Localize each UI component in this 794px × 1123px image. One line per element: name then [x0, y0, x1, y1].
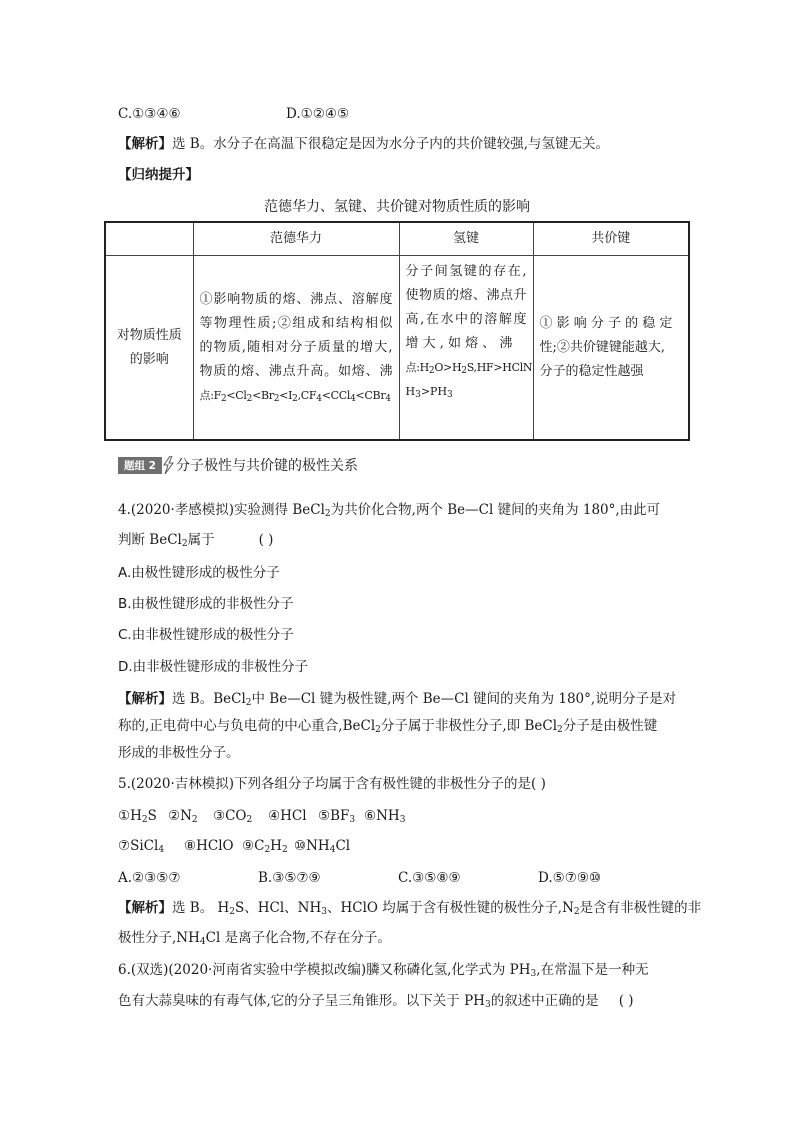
cell-line: $H_3>PH_3$ [405, 385, 453, 400]
list-item: $③CO_2$ [213, 808, 253, 825]
vdw-cell [193, 256, 399, 441]
cell-line: 等物理性质;②组成和结构相似 [199, 315, 393, 331]
row-label-line: 对物质性质 [116, 327, 182, 343]
cell-line: 点$:H_2O>H_2S,HF>HClN$ [405, 361, 533, 376]
summary-heading [118, 165, 199, 185]
analysis-tag: 【解析】 [118, 900, 172, 916]
list-item: $⑤BF_3$ [318, 808, 356, 825]
answer-analysis: 【解析】选 B。 $H_2S$、HCl、$NH_3$、HClO 均属于含有极性键的极性分子$,N_2$是含有非极性键的非 [118, 900, 702, 917]
cell-line: 的物质,随相对分子质量的增大, [199, 339, 393, 355]
row-label-line: 的影响 [129, 351, 169, 367]
list-item: $⑩NH_4Cl$ [294, 838, 351, 855]
answer-analysis: 【解析】选 B。BeCl$_2$中 Be—Cl 键为极性键,两个 Be—Cl 键间的夹角为 180°,说明分子是对 [118, 691, 677, 708]
answer-bracket: ( ) [258, 532, 274, 548]
covalent-cell [533, 256, 689, 441]
list-item: $①H_2S$ [118, 808, 157, 825]
cell-line: 物质的熔、沸点升高。如熔、沸 [199, 363, 393, 379]
row-label-cell [105, 256, 193, 441]
option-d: D.①②④⑤ [286, 106, 350, 122]
table-header-row [105, 222, 689, 256]
answer-bracket: ( ) [618, 993, 634, 1009]
comparison-table [104, 221, 690, 441]
answer-analysis-line: 称的,正电荷中心与负电荷的中心重合,BeCl$_2$分子属于非极性分子,即 BeCl$_2$分子是由极性键 [118, 718, 658, 735]
option-a: A.由极性键形成的极性分子 [118, 565, 280, 581]
cell-line: 高,在水中的溶解度 [405, 312, 527, 327]
cell-line: 增 大 , 如 熔 、 沸 [405, 336, 513, 351]
question-5-line: 5.(2020·吉林模拟)下列各组分子均属于含有极性键的非极性分子的是( ) [118, 776, 546, 792]
group-title: 分子极性与共价键的极性关系 [175, 458, 358, 474]
question-6-line: 色有大蒜臭味的有毒气体,它的分子呈三角锥形。以下关于 $PH_3$的叙述中正确的是 ( ) [118, 993, 634, 1010]
group-badge: 题组 2 [118, 457, 162, 474]
list-item: ⑧HClO [184, 838, 234, 854]
cell-line: 性;②共价键键能越大, [539, 339, 666, 355]
question-4-line: 4.(2020·孝感模拟)实验测得 BeCl$_2$为共价化合物,两个 Be—Cl 键间的夹角为 180°,由此可 [118, 502, 661, 519]
option-c: C.③⑤⑧⑨ [398, 870, 461, 886]
table-header-cell: 共价键 [533, 222, 689, 256]
lightning-icon [162, 456, 174, 474]
cell-line: 点$:F_2<Cl_2<Br_2<I_2,CF_4<CCl_4<CBr_4$ [199, 388, 391, 404]
table-caption: 范德华力、氢键、共价键对物质性质的影响 [264, 199, 530, 215]
question-6-line: 6.(双选)(2020·河南省实验中学模拟改编)膦又称磷化氢,化学式为 $PH_3$,在常温下是一种无 [118, 962, 649, 979]
cell-line: 使物质的熔、沸点升 [405, 288, 527, 303]
answer-analysis [118, 134, 609, 154]
group-heading [118, 455, 358, 475]
option-row [118, 104, 350, 124]
analysis-tag: 【解析】 [118, 136, 172, 152]
list-item: ⑦SiCl$_4$ [118, 838, 165, 855]
list-item: $⑥NH_3$ [364, 808, 406, 825]
cell-line: 分子的稳定性越强 [539, 363, 644, 379]
option-a: A.②③⑤⑦ [118, 870, 181, 886]
cell-line: ① 影 响 分 子 的 稳 定 [539, 315, 673, 331]
answer-analysis-line: 形成的非极性分子。 [118, 745, 240, 761]
list-item: $②N_2$ [168, 808, 198, 825]
option-d: D.⑤⑦⑨⑩ [538, 870, 602, 886]
option-b: B.③⑤⑦⑨ [258, 870, 321, 886]
table-header-cell [105, 222, 193, 256]
option-c: C.①③④⑥ [118, 106, 181, 122]
question-4-line: 判断 BeCl$_2$属于 ( ) [118, 532, 274, 549]
summary-tag: 【归纳提升】 [118, 167, 199, 183]
cell-line: ①影响物质的熔、沸点、溶解度 [199, 291, 393, 307]
analysis-text: 选 B。水分子在高温下很稳定是因为水分子内的共价键较强,与氢键无关。 [172, 136, 610, 152]
table-header-cell: 氢键 [399, 222, 533, 256]
answer-analysis-line: 极性分子$,NH_4Cl$ 是离子化合物,不存在分子。 [118, 930, 391, 947]
list-item: $⑨C_2H_2$ [242, 838, 288, 855]
analysis-tag: 【解析】 [118, 691, 172, 707]
option-d: D.由非极性键形成的非极性分子 [118, 659, 309, 675]
table-header-cell: 范德华力 [193, 222, 399, 256]
table-row [105, 256, 689, 441]
option-b: B.由极性键形成的非极性分子 [118, 596, 294, 612]
list-item: ④HCl [268, 808, 307, 824]
hbond-cell [399, 256, 533, 441]
cell-line: 分子间氢键的存在, [405, 264, 527, 279]
option-c: C.由非极性键形成的极性分子 [118, 627, 294, 643]
